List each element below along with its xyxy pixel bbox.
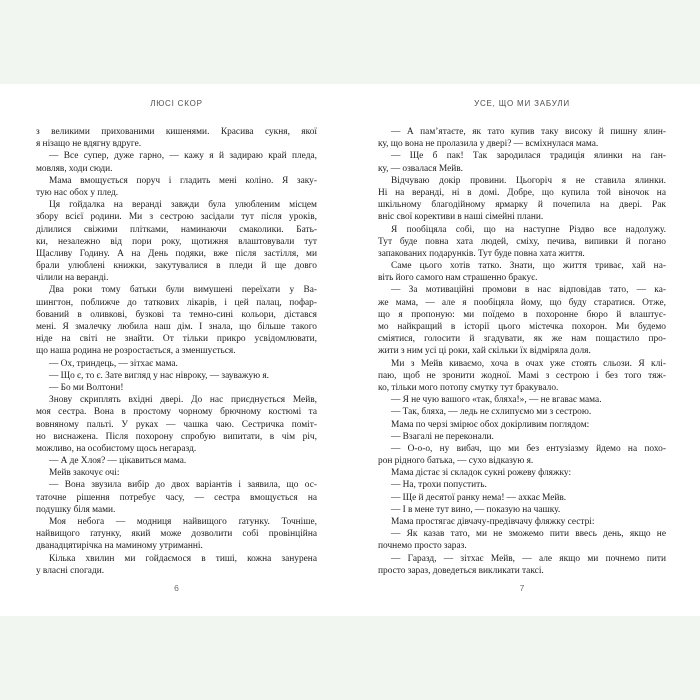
paragraph	[378, 492, 666, 504]
text-line: паю, щоб не зронити жодної. Мамі з сестрою і без того тяж-	[378, 370, 666, 381]
text-line: що я пропоную: ми поїдемо в похоронне бюро й влаштує-	[378, 309, 666, 320]
text-line: Відчуваю докір провини. Цьогоріч я не ставила ялинки.	[391, 175, 666, 186]
text-line: моя сестра. Вона в простому чорному брючному костюмі та	[36, 407, 317, 418]
text-line: почнемо просто зараз.	[378, 541, 467, 552]
text-line: шкільному благодійному ярмарку й почепила на двері. Рак	[378, 200, 666, 211]
paragraph	[378, 516, 666, 528]
text-line: віть його самого нам страшенно бракує.	[378, 273, 538, 284]
paragraph	[378, 260, 666, 284]
text-line: Саме цього хотів татко. Знати, що життя триває, хай на-	[391, 261, 666, 272]
text-line: подушку біля мами.	[36, 504, 116, 515]
running-header-row	[0, 99, 700, 111]
paragraph	[378, 126, 666, 150]
paragraph	[36, 199, 317, 284]
text-line: збору всієї родини. Ми з сестрою засідали тут після уроків,	[36, 212, 317, 223]
text-line: Кілька хвилин ми гойдаємося в тиші, кожна занурена	[49, 553, 317, 564]
page-number-left: 6	[174, 583, 179, 593]
text-line: шингтон, поближче до таткових лікарів, і цей палац, пофар-	[36, 297, 317, 308]
text-line: ніде на світі не знайти. От тільки прикро усвідомлювати,	[36, 334, 317, 345]
text-line: таточне рішення потребує часу, — сестра вмощується на	[36, 492, 317, 503]
text-line: же мама, — але я пообіцяла йому, що буду старатися. Отже,	[378, 297, 666, 308]
paragraph	[378, 528, 666, 552]
text-line: рон рідного батька, — сухо відказую я.	[378, 456, 534, 467]
text-line: Щасливу Годину. А на День подяки, вже після застілля, ми	[36, 248, 317, 259]
paragraph	[378, 175, 666, 224]
text-line: дванадцятирічка на маминому утриманні.	[36, 541, 203, 552]
text-line: бований в оливкові, бузкові та темно-сині кольори, дістався	[36, 309, 317, 320]
text-line: з великими прихованими кишенями. Красива сукня, якої	[36, 127, 317, 137]
page-right-text	[378, 126, 666, 577]
text-line: вовняному пальті. У руках — чашка чаю. Сестричка поміт-	[36, 419, 317, 430]
text-line: Ми з Мейв киваємо, хоча в очах уже стоять сльози. Я клі-	[391, 358, 666, 369]
text-line: вніс свої корективи в наші сімейні плани.	[378, 212, 544, 223]
paragraph	[36, 394, 317, 455]
text-line: — Ох, триндець, — зітхає мама.	[49, 358, 178, 369]
paragraph	[378, 504, 666, 516]
paragraph	[378, 443, 666, 467]
text-line: — На, трохи попустить.	[391, 480, 487, 491]
paragraph	[378, 284, 666, 357]
text-line: Мама по черзі змірює обох докірливим поглядом:	[391, 419, 590, 430]
text-line: мо найкращий в історії цього містечка похорон. Ми будемо	[378, 322, 666, 332]
text-line: Мама дістає зі складок сукні рожеву фляжку:	[391, 468, 572, 479]
paragraph	[378, 553, 666, 577]
text-line: ділилися свіжими плітками, наминаючи смаколики. Бать-	[36, 224, 317, 235]
paragraph	[36, 553, 317, 577]
text-line: я нізащо не вдягну вдруге.	[36, 139, 142, 150]
text-line: — Так, бляха, — ледь не схлипуємо ми з сестрою.	[391, 407, 592, 418]
paragraph	[36, 126, 317, 150]
text-line: ки, незалежно від пори року, щотижня влаштовували тут	[36, 236, 317, 247]
text-line: — Що є, то є. Зате вигляд у нас нівроку, — зауважую я.	[49, 370, 269, 381]
text-line: Мама простягає дівчачу-предівчачу фляжку сестрі:	[391, 517, 595, 527]
running-header-title: УСЕ, ЩО МИ ЗАБУЛИ	[474, 99, 570, 108]
text-line: просто зараз, доведеться викликати таксі.	[378, 565, 544, 576]
text-line: Ні на веранді, ні в домі. Добре, що купила той віночок на	[378, 187, 666, 198]
text-line: — Ще й десятої ранку нема! — ахкає Мейв.	[391, 492, 567, 503]
text-line: — А пам’ятаєте, як тато купив таку високу й пишну ялин-	[391, 127, 666, 137]
text-line: що наша родина не розростається, а зменшується.	[36, 346, 236, 357]
text-line: жити з ним усі ці роки, хай скільки їх відміряла доля.	[378, 346, 591, 357]
paragraph	[378, 224, 666, 261]
paragraph	[378, 394, 666, 406]
paragraph	[36, 284, 317, 357]
paragraph	[378, 406, 666, 418]
paragraph	[378, 150, 666, 174]
paragraph	[378, 467, 666, 479]
text-line: — За мотиваційні промови в нас відповідав тато, — ка-	[391, 285, 666, 296]
text-line: — А де Хлоя? — цікавиться мама.	[49, 456, 187, 467]
text-line: тую нас обох у плед.	[36, 187, 119, 198]
text-line: ку, що вона не пролазила у двері? — всміхнулася мама.	[378, 139, 599, 150]
text-line: — Вона звузила вибір до двох варіантів і заявила, що ос-	[49, 480, 317, 491]
text-line: — О-о-о, ну вибач, що ми без ентузіазму йдемо на похо-	[391, 443, 666, 454]
text-line: мовляв, ходи сюди.	[36, 163, 113, 174]
paragraph	[36, 455, 317, 467]
page-number-right: 7	[519, 583, 525, 593]
text-line: Тут буде повна хата людей, сміху, печива, випивки й погано	[378, 236, 666, 247]
text-line: ко, тільки мого потопу смутку тут бракувало.	[378, 382, 559, 393]
text-line: у власні спогади.	[36, 565, 105, 576]
page-left-text	[36, 126, 317, 577]
text-line: можливо, на особистому щось негаразд.	[36, 443, 197, 454]
paragraph	[378, 358, 666, 395]
paragraph	[378, 419, 666, 431]
text-line: — Все супер, дуже гарно, — кажу я й задираю край пледа,	[49, 151, 317, 162]
text-line: ку, — озвалася Мейв.	[378, 163, 464, 174]
text-line: — Бо ми Волтони!	[49, 382, 124, 393]
paragraph	[36, 150, 317, 174]
paragraph	[36, 382, 317, 394]
text-line: — Я не чую вашого «так, бляха!», — не вгаває мама.	[391, 395, 602, 406]
text-line: чілили на веранді.	[36, 273, 109, 284]
text-line: — Як казав тато, ми не зможемо пити ввесь день, якщо не	[391, 529, 666, 540]
text-line: Я пообіцяла собі, що на наступне Різдво все надолужу.	[391, 224, 666, 235]
text-line: мені. Я змалечку любила наш дім. І знала, що більше такого	[36, 322, 317, 332]
text-line: но виснажена. Після похорону спробую випитати, в чім річ,	[36, 431, 317, 442]
text-line: Знову скриплять вхідні двері. До нас приєднується Мейв,	[49, 395, 317, 406]
text-line: Мама вмощується поруч і гладить мені коліно. Я заку-	[49, 175, 317, 186]
text-line: Ця гойдалка на веранді завжди була улюбленим місцем	[49, 200, 317, 211]
paragraph	[36, 175, 317, 199]
text-line: — Взагалі не переконали.	[391, 431, 494, 442]
text-line: — І в мене тут вино, — показую на чашку.	[391, 504, 561, 515]
text-line: — Гаразд, — зітхає Мейв, — але якщо ми почнемо пити	[391, 553, 666, 564]
running-header-author: ЛЮСІ СКОР	[150, 99, 203, 108]
paragraph	[378, 479, 666, 491]
paragraph	[378, 431, 666, 443]
text-line: Мейв закочує очі:	[49, 468, 120, 479]
paragraph	[36, 479, 317, 516]
paragraph	[36, 467, 317, 479]
text-line: Два роки тому батьки були вимушені переїхати у Ва-	[49, 285, 317, 296]
text-line: — Ще б пак! Так зародилася традиція ялинки на ґан-	[391, 151, 666, 162]
text-line: брали улюблені книжки, закутувалися в пледи й ще довго	[36, 261, 317, 272]
text-line: найвищого ґатунку, який може дозволити собі провінційна	[36, 529, 317, 540]
paragraph	[36, 516, 317, 553]
text-line: Моя небога — модниця найвищого ґатунку. Точніше,	[49, 517, 317, 527]
text-line: запакованих подарунків. Тут буде повна хата життя.	[378, 248, 585, 259]
text-line: сміятися, голосити й згадувати, як же нам пощастило про-	[378, 334, 666, 345]
paragraph	[36, 358, 317, 370]
paragraph	[36, 370, 317, 382]
